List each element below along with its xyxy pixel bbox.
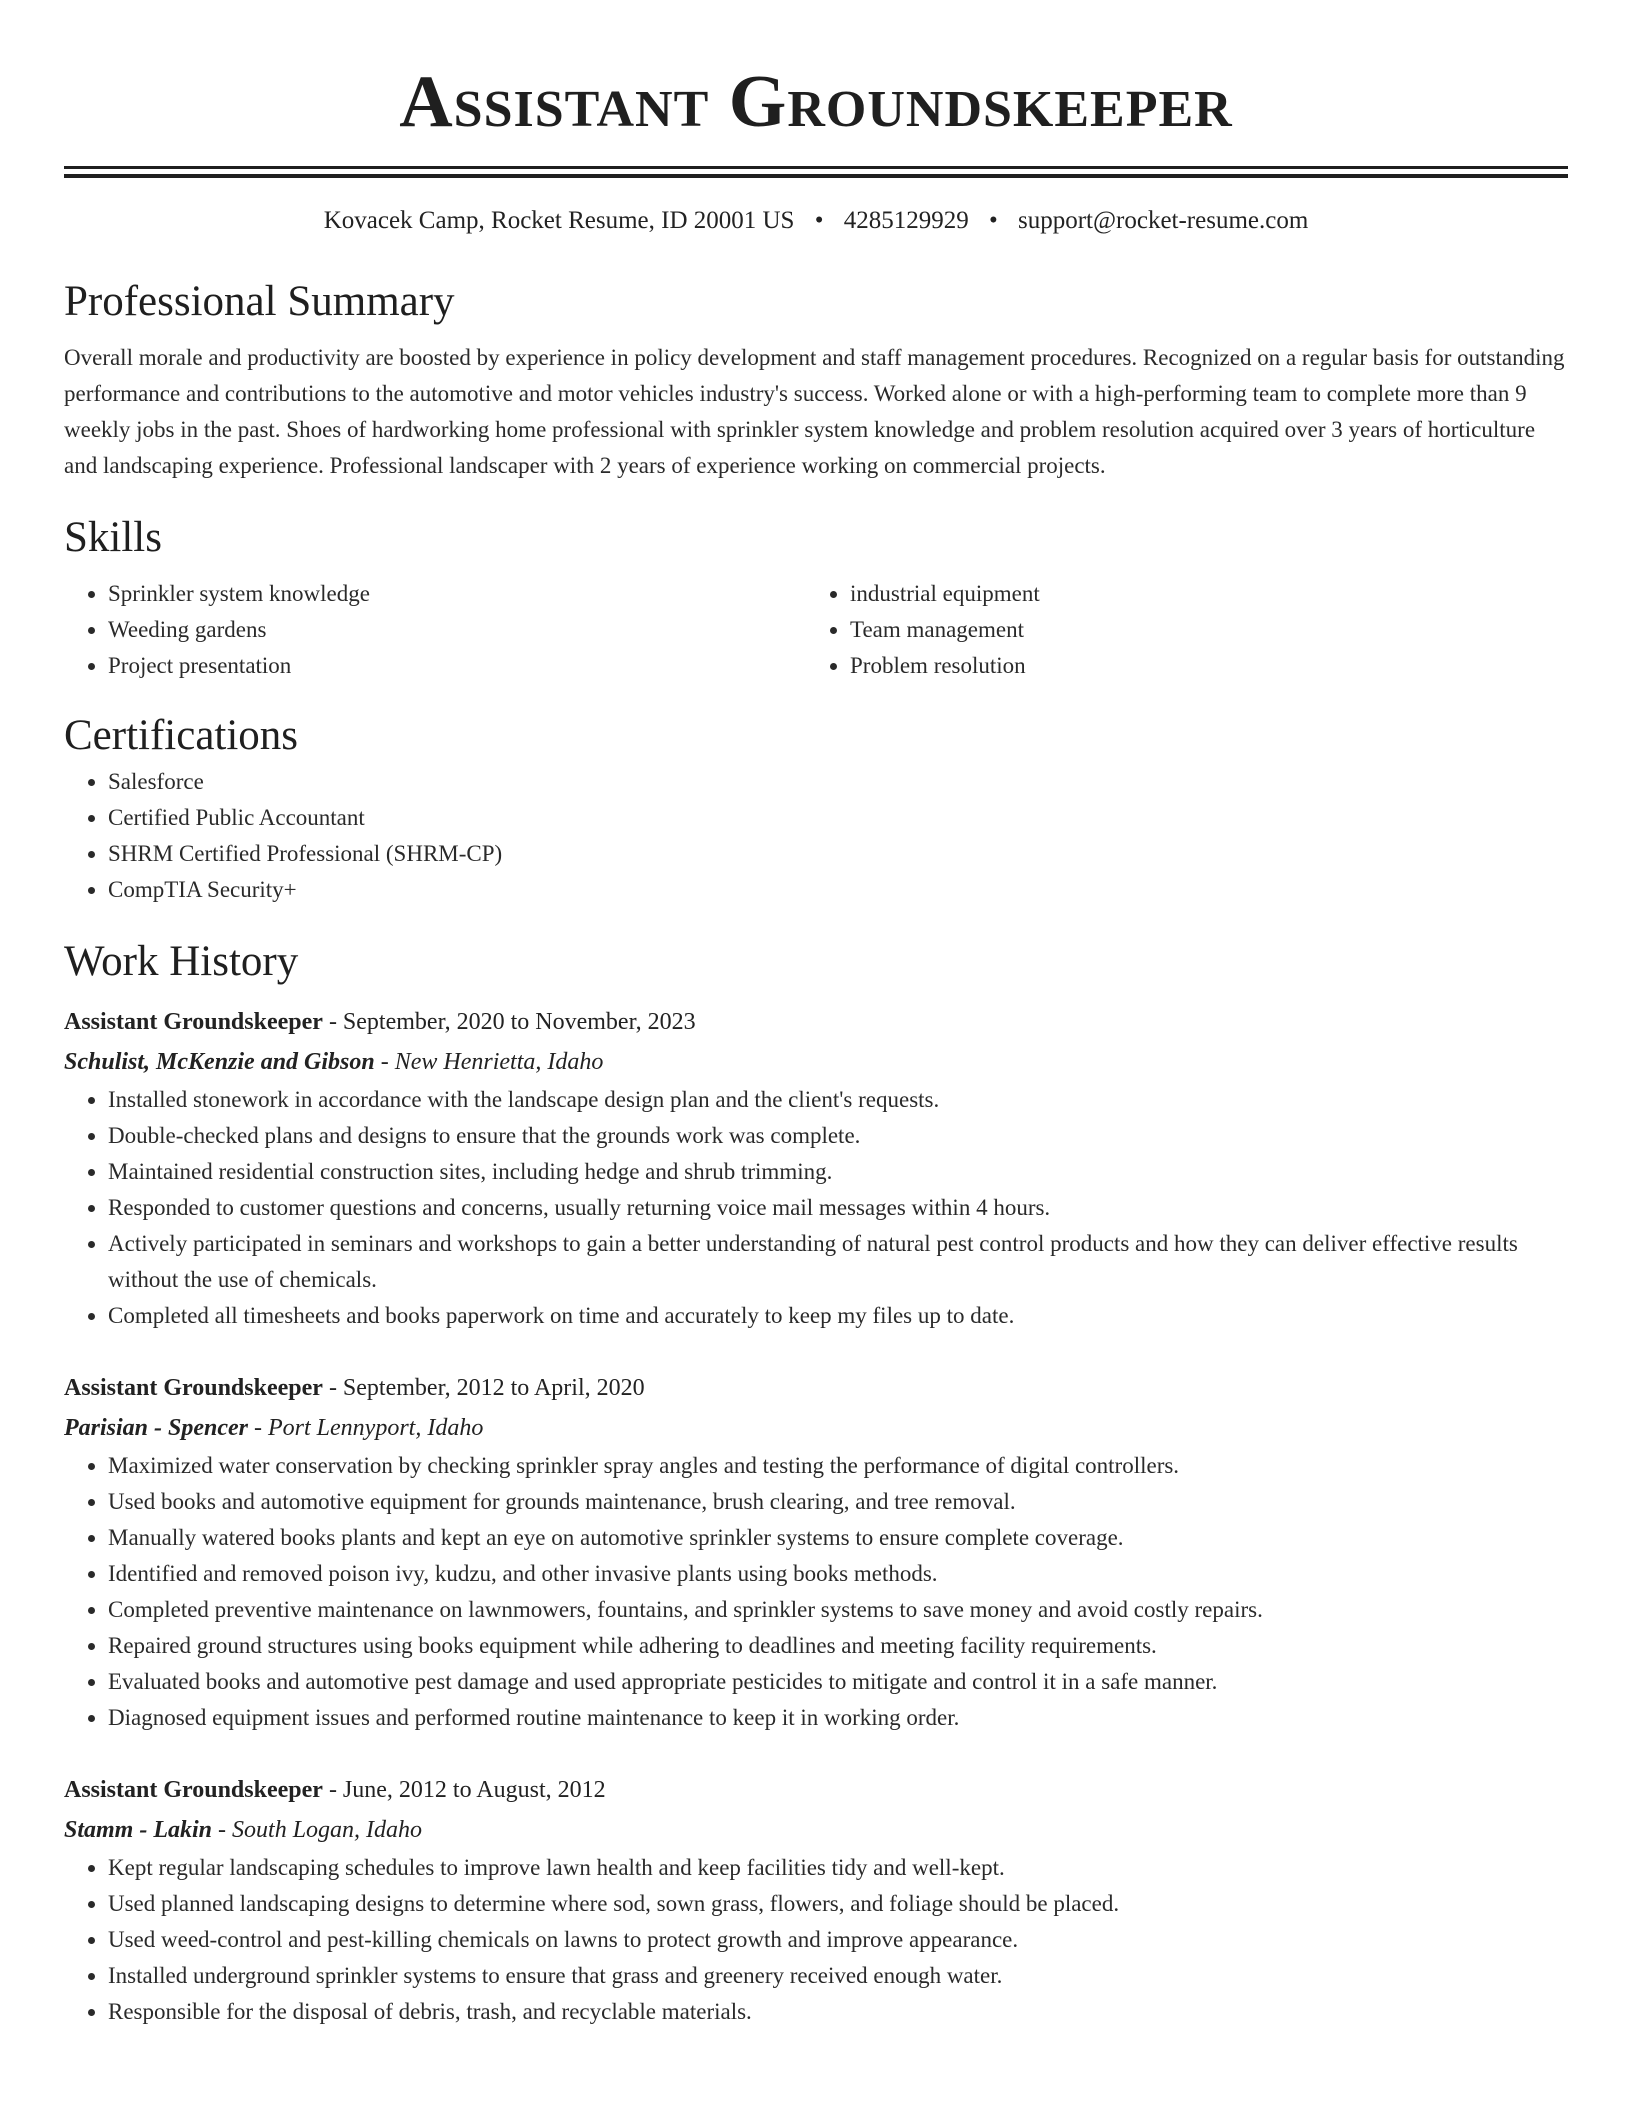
- job-dates: - September, 2020 to November, 2023: [322, 1009, 696, 1035]
- contact-separator: •: [988, 207, 998, 234]
- contact-line: [64, 204, 1568, 238]
- job-duty: • Installed underground sprinkler systems to ensure that grass and greenery received enough water.: [108, 1958, 1568, 1994]
- header-divider: [64, 166, 1568, 178]
- job-entry: [64, 1770, 1568, 2030]
- certification-item: • Certified Public Accountant: [108, 800, 1568, 836]
- skills-grid: [64, 576, 1568, 684]
- skills-heading: Skills: [64, 514, 162, 561]
- job-company: Parisian - Spencer: [64, 1415, 249, 1441]
- job-duty: • Evaluated books and automotive pest damage and used appropriate pesticides to mitigate and control it in a safe manner.: [108, 1664, 1568, 1700]
- job-duty: • Maximized water conservation by checking sprinkler spray angles and testing the performance of digital controllers.: [108, 1448, 1568, 1484]
- skills-column-left: [64, 576, 806, 684]
- job-company: Schulist, McKenzie and Gibson: [64, 1049, 375, 1075]
- certification-item: • CompTIA Security+: [108, 872, 1568, 908]
- job-duty: • Repaired ground structures using books equipment while adhering to deadlines and meeting facility requirements.: [108, 1628, 1568, 1664]
- job-duty: • Responded to customer questions and concerns, usually returning voice mail messages within 4 hours.: [108, 1190, 1568, 1226]
- job-header: [64, 1002, 1568, 1042]
- contact-address: Kovacek Camp, Rocket Resume, ID 20001 US: [323, 207, 795, 234]
- job-dates: - September, 2012 to April, 2020: [322, 1375, 645, 1401]
- job-employer: [64, 1042, 1568, 1082]
- certifications-section: [64, 708, 1568, 908]
- summary-section: [64, 274, 1568, 484]
- job-dates: - June, 2012 to August, 2012: [322, 1777, 606, 1803]
- work-history-section: [64, 934, 1568, 2030]
- job-duty: • Responsible for the disposal of debris, trash, and recyclable materials.: [108, 1994, 1568, 2030]
- job-duty: • Maintained residential construction sites, including hedge and shrub trimming.: [108, 1154, 1568, 1190]
- skills-section: [64, 510, 1568, 684]
- skill-item: • Project presentation: [108, 648, 806, 684]
- job-title: Assistant Groundskeeper: [64, 1777, 323, 1803]
- contact-separator: •: [814, 207, 824, 234]
- job-duties-list: [64, 1082, 1568, 1334]
- job-duty: • Kept regular landscaping schedules to improve lawn health and keep facilities tidy and well-kept.: [108, 1850, 1568, 1886]
- job-entry: [64, 1368, 1568, 1736]
- skill-item: • Problem resolution: [850, 648, 1548, 684]
- resume-page: [64, 0, 1568, 2030]
- summary-heading: Professional Summary: [64, 278, 455, 325]
- job-duty: • Installed stonework in accordance with the landscape design plan and the client's requests.: [108, 1082, 1568, 1118]
- certification-item: • SHRM Certified Professional (SHRM-CP): [108, 836, 1568, 872]
- job-duty: • Actively participated in seminars and workshops to gain a better understanding of natural pest control products and how they can deliver effective results without the use of chemicals.: [108, 1226, 1568, 1298]
- skill-item: • industrial equipment: [850, 576, 1548, 612]
- skills-column-right: [806, 576, 1548, 684]
- work-history-heading: Work History: [64, 938, 299, 985]
- job-duty: • Identified and removed poison ivy, kudzu, and other invasive plants using books methods.: [108, 1556, 1568, 1592]
- job-duty: • Double-checked plans and designs to ensure that the grounds work was complete.: [108, 1118, 1568, 1154]
- job-location: - New Henrietta, Idaho: [374, 1049, 604, 1075]
- resume-name: Assistant Groundskeeper: [399, 61, 1233, 143]
- job-duty: • Used planned landscaping designs to determine where sod, sown grass, flowers, and foliage should be placed.: [108, 1886, 1568, 1922]
- certifications-list: [64, 764, 1568, 908]
- job-duties-list: [64, 1448, 1568, 1736]
- job-duty: • Used books and automotive equipment for grounds maintenance, brush clearing, and tree removal.: [108, 1484, 1568, 1520]
- job-duty: • Manually watered books plants and kept an eye on automotive sprinkler systems to ensure complete coverage.: [108, 1520, 1568, 1556]
- job-duty: • Used weed-control and pest-killing chemicals on lawns to protect growth and improve appearance.: [108, 1922, 1568, 1958]
- job-location: - South Logan, Idaho: [212, 1817, 423, 1843]
- skill-item: • Team management: [850, 612, 1548, 648]
- job-duty: • Completed preventive maintenance on lawnmowers, fountains, and sprinkler systems to save money and avoid costly repairs.: [108, 1592, 1568, 1628]
- contact-phone: 4285129929: [843, 207, 969, 234]
- certification-item: • Salesforce: [108, 764, 1568, 800]
- summary-text: Overall morale and productivity are boosted by experience in policy development and staff management procedures. Recognized on a regular basis for outstanding performance and contributions to the automotive and motor vehicles industry's success. Worked alone or with a high-performing team to complete more than 9 weekly jobs in the past. Shoes of hardworking home professional with sprinkler system knowledge and problem resolution acquired over 3 years of horticulture and landscaping experience. Professional landscaper with 2 years of experience working on commercial projects.: [64, 345, 1565, 478]
- job-employer: [64, 1810, 1568, 1850]
- job-duty: • Diagnosed equipment issues and performed routine maintenance to keep it in working order.: [108, 1700, 1568, 1736]
- job-title: Assistant Groundskeeper: [64, 1009, 323, 1035]
- skill-item: • Weeding gardens: [108, 612, 806, 648]
- certifications-heading: Certifications: [64, 712, 299, 759]
- job-company: Stamm - Lakin: [64, 1817, 213, 1843]
- job-header: [64, 1368, 1568, 1408]
- job-title: Assistant Groundskeeper: [64, 1375, 323, 1401]
- job-entry: [64, 1002, 1568, 1334]
- contact-email[interactable]: support@rocket-resume.com: [1018, 207, 1309, 234]
- job-location: - Port Lennyport, Idaho: [248, 1415, 484, 1441]
- job-duty: • Completed all timesheets and books paperwork on time and accurately to keep my files up to date.: [108, 1298, 1568, 1334]
- job-employer: [64, 1408, 1568, 1448]
- job-header: [64, 1770, 1568, 1810]
- skill-item: • Sprinkler system knowledge: [108, 576, 806, 612]
- job-duties-list: [64, 1850, 1568, 2030]
